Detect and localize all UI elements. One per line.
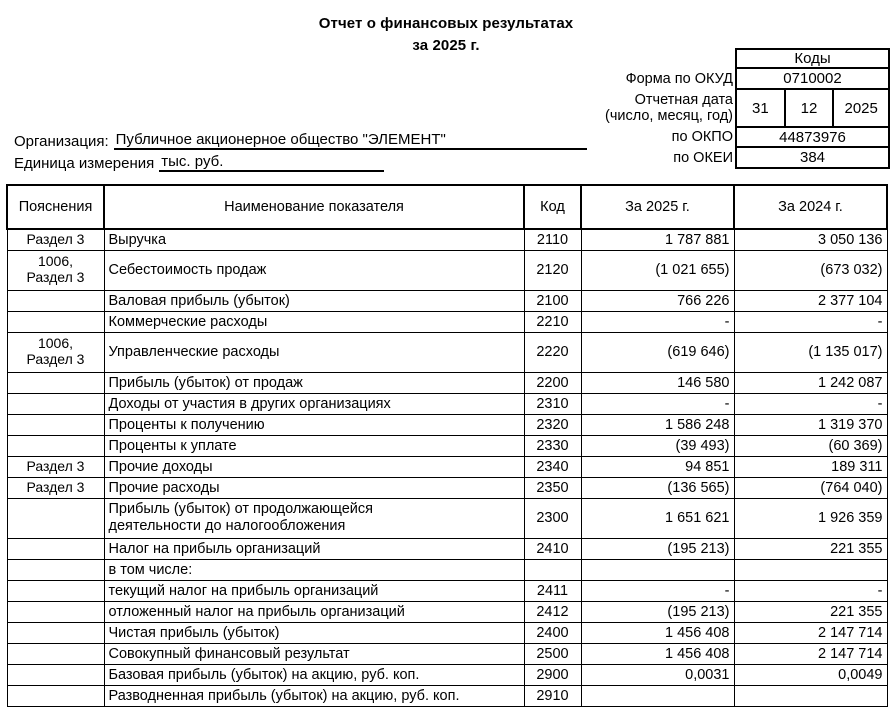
- cell-explanations: [7, 372, 104, 393]
- report-date-row: [560, 90, 890, 128]
- cell-explanations: Раздел 3: [7, 456, 104, 477]
- header-indicator: Наименование показателя: [104, 185, 524, 229]
- cell-indicator-name: Управленческие расходы: [104, 332, 524, 372]
- cell-code: 2320: [524, 414, 581, 435]
- table-row: [7, 643, 887, 664]
- report-date-month: 12: [784, 90, 833, 126]
- cell-indicator-name: Выручка: [104, 229, 524, 250]
- okud-value: 0710002: [735, 69, 890, 90]
- table-body: [7, 229, 887, 706]
- cell-previous-period-value: -: [734, 393, 887, 414]
- report-date-label: [564, 90, 735, 128]
- cell-explanations: [7, 685, 104, 706]
- organization-label: Организация:: [14, 133, 109, 150]
- cell-code: 2300: [524, 498, 581, 538]
- cell-current-period-value: -: [581, 580, 734, 601]
- cell-code: 2220: [524, 332, 581, 372]
- cell-current-period-value: 1 456 408: [581, 643, 734, 664]
- cell-explanations: [7, 664, 104, 685]
- header-previous-period: За 2024 г.: [734, 185, 887, 229]
- cell-explanations: [7, 311, 104, 332]
- cell-explanations: Раздел 3: [7, 477, 104, 498]
- cell-previous-period-value: [734, 559, 887, 580]
- cell-code: 2411: [524, 580, 581, 601]
- cell-explanations: [7, 559, 104, 580]
- cell-code: 2410: [524, 538, 581, 559]
- unit-row: [14, 150, 587, 172]
- cell-code: 2900: [524, 664, 581, 685]
- table-row: [7, 580, 887, 601]
- organization-row: [14, 128, 587, 150]
- cell-indicator-name: Чистая прибыль (убыток): [104, 622, 524, 643]
- table-row: [7, 559, 887, 580]
- table-row: [7, 538, 887, 559]
- cell-current-period-value: 1 651 621: [581, 498, 734, 538]
- cell-explanations: [7, 622, 104, 643]
- cell-code: 2210: [524, 311, 581, 332]
- cell-indicator-name: Базовая прибыль (убыток) на акцию, руб. коп.: [104, 664, 524, 685]
- cell-indicator-name: текущий налог на прибыль организаций: [104, 580, 524, 601]
- cell-code: 2350: [524, 477, 581, 498]
- cell-code: 2310: [524, 393, 581, 414]
- cell-indicator-name: [104, 498, 524, 538]
- cell-previous-period-value: (1 135 017): [734, 332, 887, 372]
- table-row: [7, 393, 887, 414]
- table-row: [7, 229, 887, 250]
- report-date-value: [735, 90, 890, 128]
- cell-previous-period-value: (764 040): [734, 477, 887, 498]
- cell-code: 2412: [524, 601, 581, 622]
- cell-current-period-value: [581, 559, 734, 580]
- cell-indicator-name: Прочие расходы: [104, 477, 524, 498]
- okei-label: по ОКЕИ: [673, 149, 733, 166]
- table-row: [7, 622, 887, 643]
- cell-explanations: [7, 580, 104, 601]
- cell-current-period-value: 1 456 408: [581, 622, 734, 643]
- unit-label: Единица измерения: [14, 155, 155, 172]
- cell-explanations: [7, 538, 104, 559]
- cell-previous-period-value: 2 147 714: [734, 643, 887, 664]
- codes-block: [560, 48, 890, 169]
- cell-explanations: [7, 498, 104, 538]
- cell-code: 2200: [524, 372, 581, 393]
- report-date-label-line1: Отчетная дата: [634, 92, 733, 109]
- unit-value: тыс. руб.: [159, 153, 384, 172]
- cell-code: [524, 559, 581, 580]
- cell-current-period-value: 1 586 248: [581, 414, 734, 435]
- cell-indicator-name: Совокупный финансовый результат: [104, 643, 524, 664]
- cell-explanations: [7, 601, 104, 622]
- okpo-label: по ОКПО: [671, 129, 733, 146]
- table-row: [7, 664, 887, 685]
- cell-previous-period-value: (673 032): [734, 250, 887, 290]
- cell-previous-period-value: 0,0049: [734, 664, 887, 685]
- report-date-year: 2025: [832, 90, 888, 126]
- cell-explanations: [7, 435, 104, 456]
- cell-explanations: [7, 290, 104, 311]
- table-row: [7, 456, 887, 477]
- cell-current-period-value: 146 580: [581, 372, 734, 393]
- cell-previous-period-value: [734, 685, 887, 706]
- cell-current-period-value: (619 646): [581, 332, 734, 372]
- table-row: [7, 477, 887, 498]
- cell-code: 2340: [524, 456, 581, 477]
- table-row: [7, 311, 887, 332]
- okpo-value: 44873976: [735, 128, 890, 148]
- cell-current-period-value: (136 565): [581, 477, 734, 498]
- cell-indicator-name: Проценты к получению: [104, 414, 524, 435]
- table-row: [7, 332, 887, 372]
- organization-name: Публичное акционерное общество "ЭЛЕМЕНТ": [114, 131, 587, 150]
- cell-previous-period-value: 221 355: [734, 601, 887, 622]
- cell-explanations: [7, 414, 104, 435]
- cell-current-period-value: [581, 685, 734, 706]
- cell-explanations: [7, 332, 104, 372]
- table-row: [7, 250, 887, 290]
- cell-current-period-value: -: [581, 311, 734, 332]
- cell-current-period-value: (39 493): [581, 435, 734, 456]
- cell-current-period-value: 1 787 881: [581, 229, 734, 250]
- cell-indicator-name: Проценты к уплате: [104, 435, 524, 456]
- cell-code: 2120: [524, 250, 581, 290]
- cell-explanations-line1: 1006,: [37, 253, 74, 270]
- cell-previous-period-value: -: [734, 311, 887, 332]
- cell-previous-period-value: (60 369): [734, 435, 887, 456]
- cell-explanations-line2: Раздел 3: [26, 351, 85, 367]
- cell-indicator-name: Доходы от участия в других организациях: [104, 393, 524, 414]
- cell-code: 2400: [524, 622, 581, 643]
- cell-code: 2100: [524, 290, 581, 311]
- cell-current-period-value: 766 226: [581, 290, 734, 311]
- cell-code: 2110: [524, 229, 581, 250]
- cell-previous-period-value: 221 355: [734, 538, 887, 559]
- cell-code: 2500: [524, 643, 581, 664]
- cell-previous-period-value: 1 319 370: [734, 414, 887, 435]
- report-date-day: 31: [751, 99, 769, 117]
- cell-indicator-name: Коммерческие расходы: [104, 311, 524, 332]
- okpo-row: [560, 128, 890, 148]
- cell-previous-period-value: 2 147 714: [734, 622, 887, 643]
- cell-previous-period-value: 2 377 104: [734, 290, 887, 311]
- cell-indicator-name: Прибыль (убыток) от продаж: [104, 372, 524, 393]
- header-code: Код: [524, 185, 581, 229]
- financial-results-table: [6, 184, 888, 707]
- cell-current-period-value: -: [581, 393, 734, 414]
- table-header-row: [7, 185, 887, 229]
- report-date-label-line2: (число, месяц, год): [605, 108, 733, 124]
- table-row: [7, 372, 887, 393]
- okud-row: [560, 69, 890, 90]
- cell-previous-period-value: 3 050 136: [734, 229, 887, 250]
- cell-current-period-value: (195 213): [581, 538, 734, 559]
- table-row: [7, 290, 887, 311]
- table-row: [7, 498, 887, 538]
- cell-indicator-name: Налог на прибыль организаций: [104, 538, 524, 559]
- codes-header-row: [560, 48, 890, 69]
- table-row: [7, 435, 887, 456]
- cell-current-period-value: 94 851: [581, 456, 734, 477]
- cell-previous-period-value: -: [734, 580, 887, 601]
- report-title-line2: за 2025 г.: [412, 36, 480, 54]
- cell-indicator-name: Валовая прибыль (убыток): [104, 290, 524, 311]
- organization-block: [14, 128, 587, 172]
- cell-code: 2330: [524, 435, 581, 456]
- cell-previous-period-value: 189 311: [734, 456, 887, 477]
- header-current-period: За 2025 г.: [581, 185, 734, 229]
- cell-explanations-line2: Раздел 3: [26, 269, 85, 285]
- cell-indicator-name-line2: деятельности до налогообложения: [108, 518, 346, 534]
- cell-indicator-name: в том числе:: [104, 559, 524, 580]
- okei-row: [560, 148, 890, 169]
- cell-explanations: [7, 250, 104, 290]
- cell-indicator-name: Себестоимость продаж: [104, 250, 524, 290]
- cell-indicator-name-line1: Прибыль (убыток) от продолжающейся: [108, 500, 373, 517]
- okud-label: Форма по ОКУД: [625, 70, 733, 87]
- cell-current-period-value: (195 213): [581, 601, 734, 622]
- table-row: [7, 414, 887, 435]
- cell-current-period-value: 0,0031: [581, 664, 734, 685]
- cell-indicator-name: Разводненная прибыль (убыток) на акцию, руб. коп.: [104, 685, 524, 706]
- header-explanations: Пояснения: [7, 185, 104, 229]
- table-row: [7, 601, 887, 622]
- cell-current-period-value: (1 021 655): [581, 250, 734, 290]
- table-row: [7, 685, 887, 706]
- report-title-line1: Отчет о финансовых результатах: [318, 15, 574, 32]
- cell-indicator-name: Прочие доходы: [104, 456, 524, 477]
- cell-code: 2910: [524, 685, 581, 706]
- okei-value: 384: [735, 148, 890, 169]
- cell-explanations: [7, 643, 104, 664]
- cell-explanations: [7, 393, 104, 414]
- cell-explanations-line1: 1006,: [37, 335, 74, 352]
- cell-previous-period-value: 1 242 087: [734, 372, 887, 393]
- codes-header-label: Коды: [735, 48, 890, 69]
- cell-previous-period-value: 1 926 359: [734, 498, 887, 538]
- cell-explanations: Раздел 3: [7, 229, 104, 250]
- cell-indicator-name: отложенный налог на прибыль организаций: [104, 601, 524, 622]
